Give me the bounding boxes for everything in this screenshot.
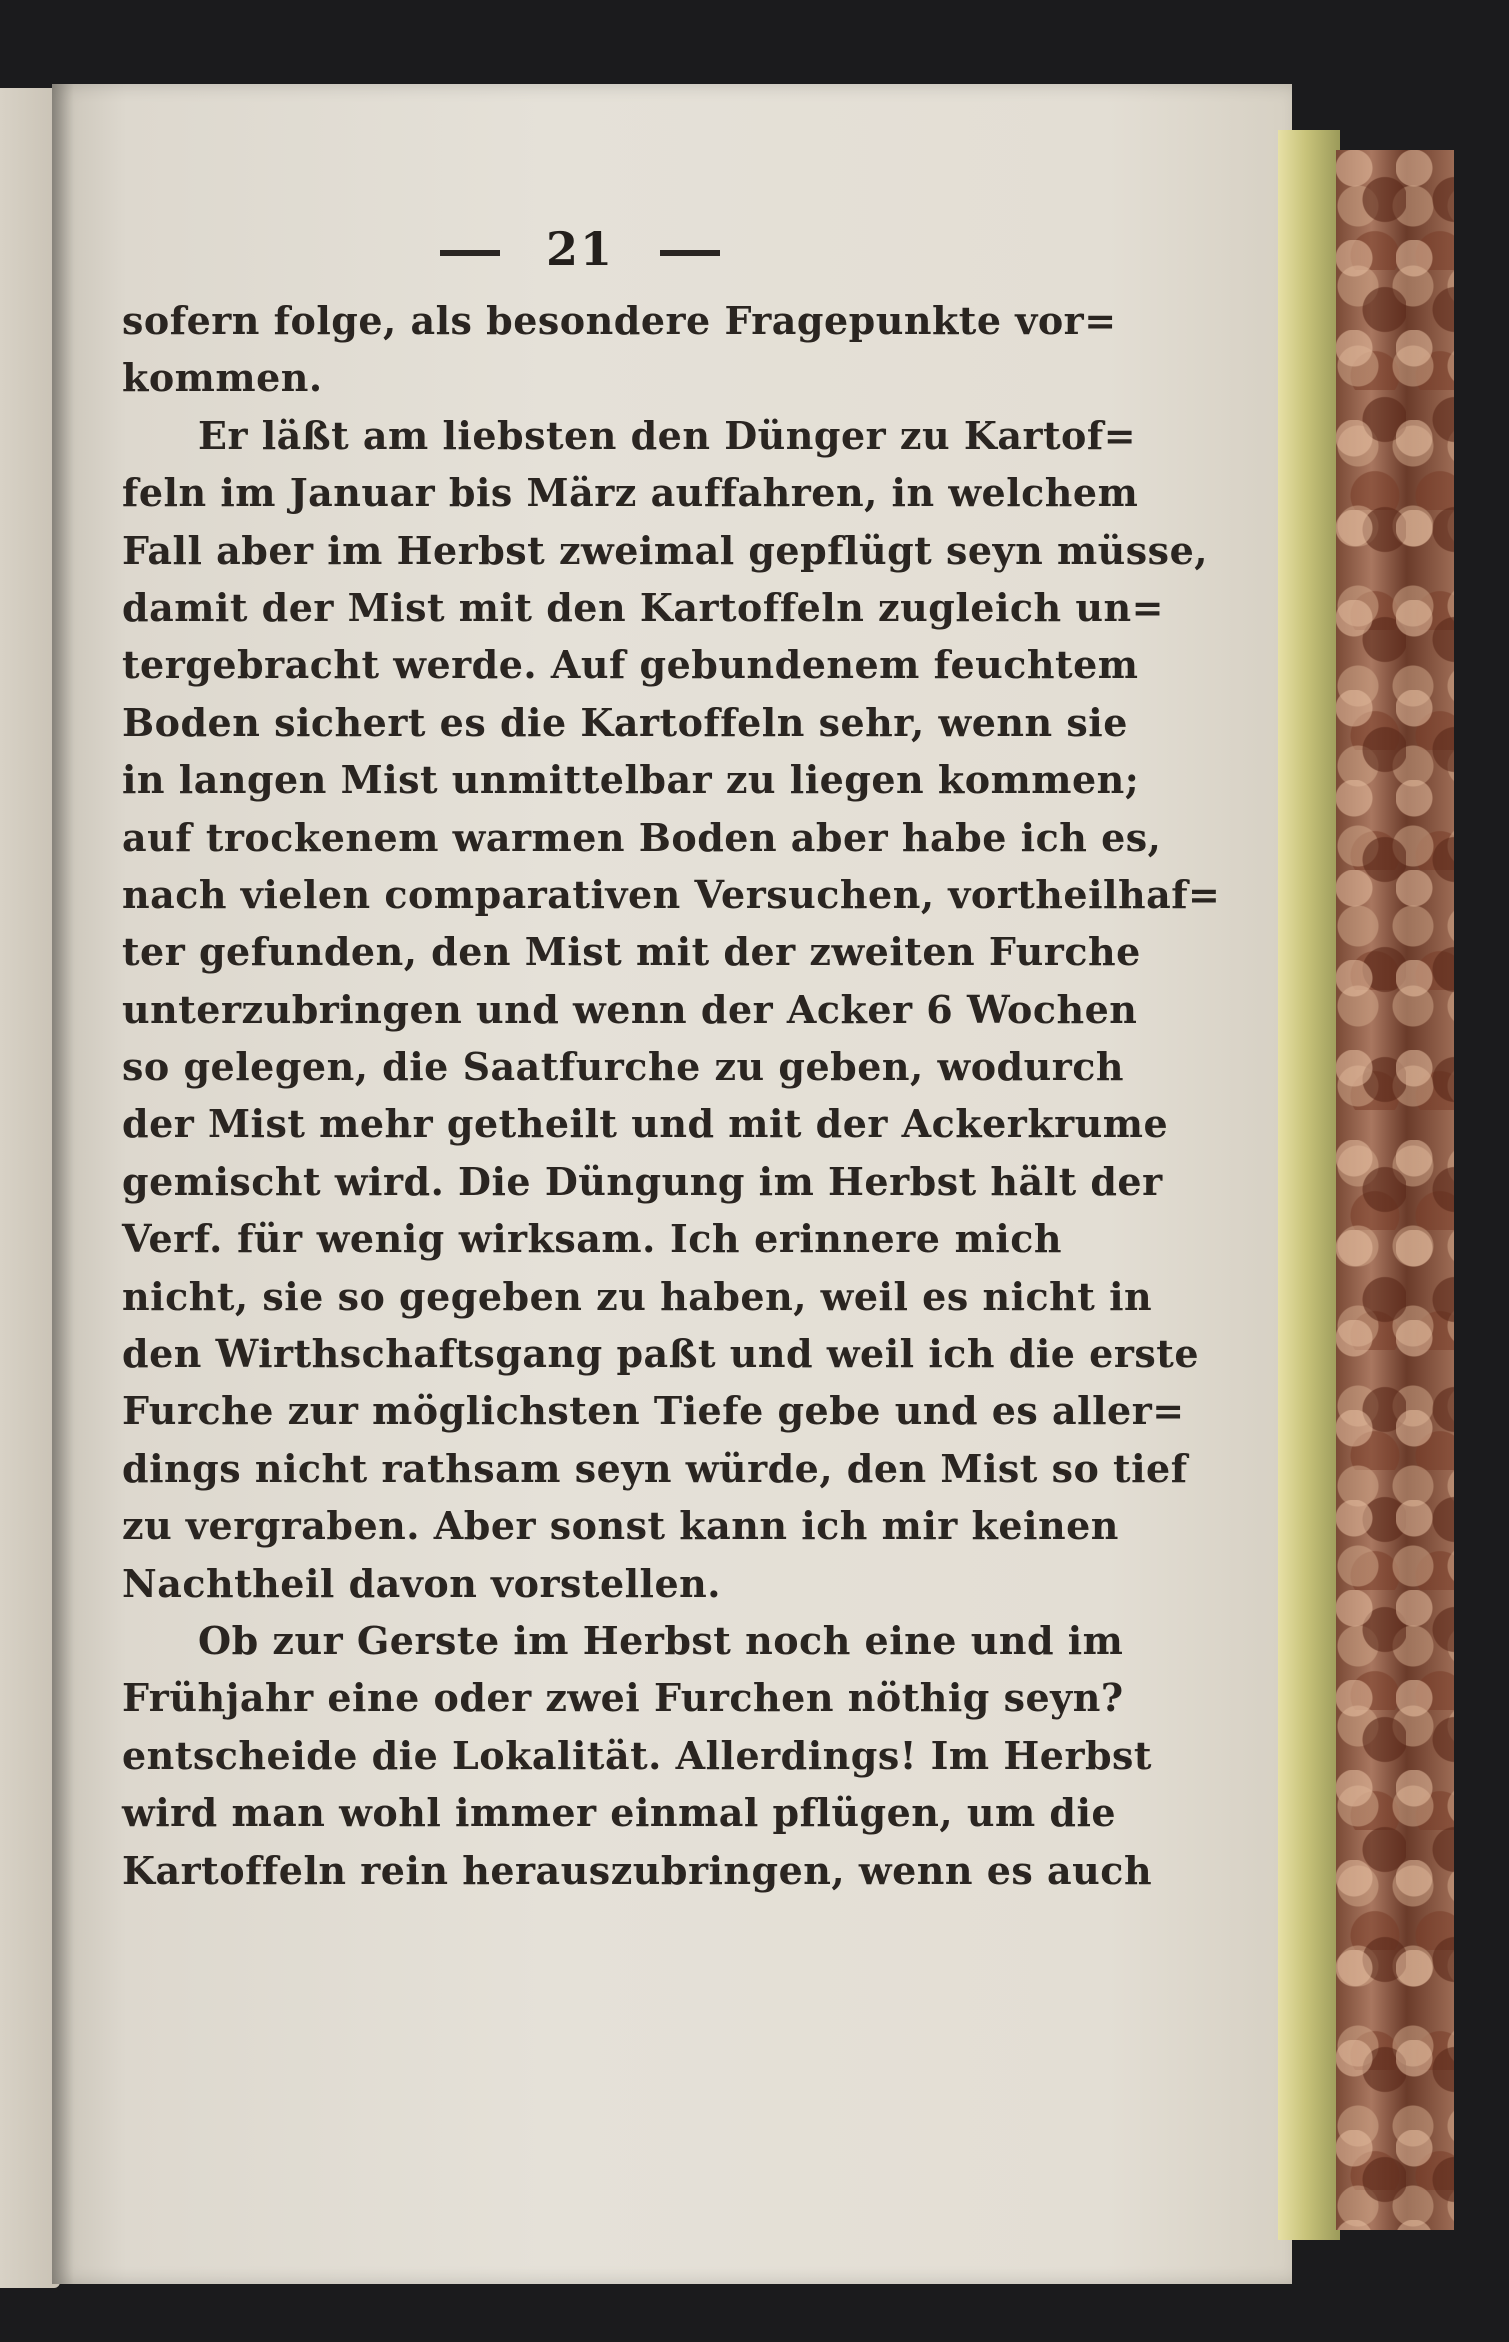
text-line: unterzubringen und wenn der Acker 6 Wochen: [122, 986, 1138, 1032]
text-line: so gelegen, die Saatfurche zu geben, wodurch: [122, 1044, 1125, 1090]
marbled-cover: [1336, 150, 1454, 2230]
text-line: Fall aber im Herbst zweimal gepflügt seyn müsse,: [122, 527, 1208, 573]
text-line: gemischt wird. Die Düngung im Herbst hält der: [122, 1158, 1163, 1204]
text-line: wird man wohl immer einmal pflügen, um die: [122, 1790, 1117, 1836]
left-page-edge: [0, 88, 60, 2288]
page-header: [300, 222, 860, 282]
text-line: Boden sichert es die Kartoffeln sehr, wenn sie: [122, 699, 1128, 745]
text-line: feln im Januar bis März auffahren, in welchem: [122, 470, 1139, 516]
text-line: sofern folge, als besondere Fragepunkte vor=: [122, 298, 1117, 343]
text-line: ter gefunden, den Mist mit der zweiten Furche: [122, 929, 1141, 975]
text-line: tergebracht werde. Auf gebundenem feuchtem: [122, 642, 1139, 688]
text-line: Furche zur möglichsten Tiefe gebe und es aller=: [122, 1388, 1185, 1434]
text-line: in langen Mist unmittelbar zu liegen kommen;: [122, 757, 1140, 803]
text-line: nicht, sie so gegeben zu haben, weil es nicht in: [122, 1273, 1153, 1319]
text-line: kommen.: [122, 355, 323, 401]
text-line: den Wirthschaftsgang paßt und weil ich die erste: [122, 1331, 1199, 1377]
body-text: [122, 292, 1221, 1899]
text-line: Kartoffeln rein herauszubringen, wenn es auch: [122, 1847, 1153, 1893]
header-dash-right: [660, 250, 720, 256]
text-line: entscheide die Lokalität. Allerdings! Im Herbst: [122, 1732, 1152, 1778]
text-line: Nachtheil davon vorstellen.: [122, 1560, 722, 1606]
text-line: Ob zur Gerste im Herbst noch eine und im: [198, 1617, 1124, 1663]
text-line: zu vergraben. Aber sonst kann ich mir keinen: [122, 1503, 1119, 1549]
text-line: nach vielen comparativen Versuchen, vortheilhaf=: [122, 871, 1221, 917]
header-dash-left: [440, 250, 500, 256]
text-line: Er läßt am liebsten den Dünger zu Kartof=: [198, 412, 1137, 458]
text-line: auf trockenem warmen Boden aber habe ich es,: [122, 814, 1162, 860]
text-line: der Mist mehr getheilt und mit der Ackerkrume: [122, 1101, 1169, 1147]
page-number: 21: [545, 222, 614, 276]
page-gutter-shadow: [52, 84, 74, 2284]
text-line: dings nicht rathsam seyn würde, den Mist so tief: [122, 1445, 1188, 1491]
text-line: damit der Mist mit den Kartoffeln zugleich un=: [122, 584, 1164, 630]
text-line: Verf. für wenig wirksam. Ich erinnere mich: [122, 1216, 1062, 1262]
page-block-edge: [1278, 130, 1340, 2240]
text-line: Frühjahr eine oder zwei Furchen nöthig seyn?: [122, 1675, 1124, 1721]
